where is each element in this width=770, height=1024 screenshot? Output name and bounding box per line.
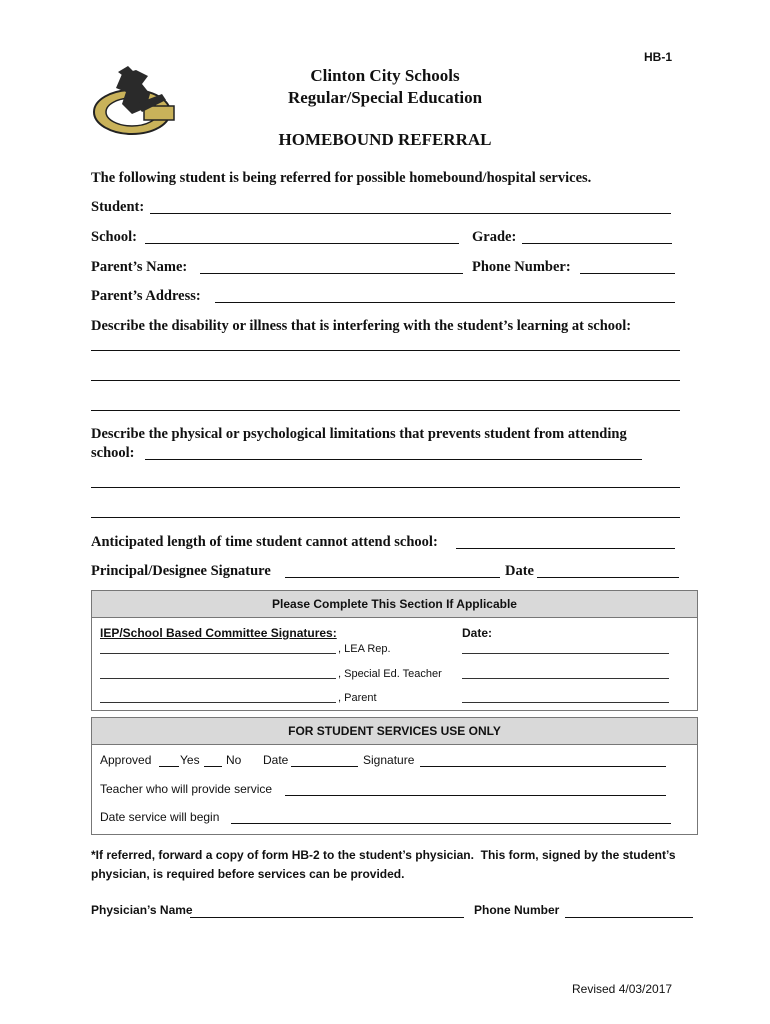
principal-date-label: Date	[505, 563, 534, 579]
anticipated-field[interactable]	[456, 548, 675, 549]
student-label: Student:	[91, 199, 145, 215]
lea-rep-sig-field[interactable]	[100, 653, 336, 654]
parent-sig-label: , Parent	[338, 692, 377, 704]
school-field[interactable]	[145, 243, 459, 244]
limitations-label-1: Describe the physical or psychological limitations that prevents student from attending	[91, 426, 627, 442]
services-date-field[interactable]	[291, 766, 358, 767]
grade-label: Grade:	[472, 229, 517, 245]
iep-date-label: Date:	[462, 626, 493, 640]
org-line-2: Regular/Special Education	[287, 88, 483, 107]
limitations-line-1[interactable]	[145, 459, 642, 460]
applicable-heading: Please Complete This Section If Applicable	[92, 591, 697, 618]
services-signature-label: Signature	[363, 753, 415, 767]
physician-name-label: Physician’s Name	[91, 903, 193, 917]
disability-label: Describe the disability or illness that is interfering with the student’s learning at school:	[91, 318, 632, 334]
services-date-label: Date	[263, 753, 289, 767]
approved-label: Approved	[100, 753, 152, 767]
parent-sig-field[interactable]	[100, 702, 336, 703]
student-services-section	[91, 717, 698, 835]
disability-line-3[interactable]	[91, 410, 680, 411]
teacher-field[interactable]	[285, 795, 666, 796]
disability-line-1[interactable]	[91, 350, 680, 351]
student-services-heading: FOR STUDENT SERVICES USE ONLY	[92, 718, 697, 745]
sped-teacher-sig-field[interactable]	[100, 678, 336, 679]
parent-name-field[interactable]	[200, 273, 463, 274]
parent-name-label: Parent’s Name:	[91, 259, 188, 275]
principal-sig-label: Principal/Designee Signature	[91, 563, 271, 579]
limitations-line-3[interactable]	[91, 517, 680, 518]
parent-address-label: Parent’s Address:	[91, 288, 201, 304]
revised-date: Revised 4/03/2017	[572, 982, 673, 996]
sped-teacher-label: , Special Ed. Teacher	[338, 668, 442, 680]
grade-field[interactable]	[522, 243, 672, 244]
principal-date-field[interactable]	[537, 577, 679, 578]
teacher-label: Teacher who will provide service	[100, 782, 273, 796]
date-begin-field[interactable]	[231, 823, 671, 824]
intro-text: The following student is being referred for possible homebound/hospital services.	[91, 170, 592, 186]
parent-date-field[interactable]	[462, 702, 669, 703]
physician-phone-field[interactable]	[565, 917, 693, 918]
iep-label: IEP/School Based Committee Signatures:	[100, 626, 337, 640]
form-title: HOMEBOUND REFERRAL	[278, 130, 492, 149]
approved-no-field[interactable]	[204, 766, 222, 767]
anticipated-label: Anticipated length of time student cannot attend school:	[91, 534, 438, 550]
phone-label: Phone Number:	[472, 259, 571, 275]
student-field[interactable]	[150, 213, 671, 214]
lea-rep-date-field[interactable]	[462, 653, 669, 654]
school-label: School:	[91, 229, 137, 245]
services-signature-field[interactable]	[420, 766, 666, 767]
date-begin-label: Date service will begin	[100, 810, 220, 824]
physician-name-field[interactable]	[190, 917, 464, 918]
form-id: HB-1	[644, 50, 673, 64]
phone-field[interactable]	[580, 273, 675, 274]
limitations-line-2[interactable]	[91, 487, 680, 488]
lea-rep-label: , LEA Rep.	[338, 643, 391, 655]
principal-sig-field[interactable]	[285, 577, 500, 578]
physician-phone-label: Phone Number	[474, 903, 560, 917]
sped-teacher-date-field[interactable]	[462, 678, 669, 679]
no-label: No	[226, 753, 242, 767]
org-line-1: Clinton City Schools	[310, 66, 460, 85]
footnote-line-2: physician, is required before services can be provided.	[91, 867, 405, 881]
footnote-line-1: *If referred, forward a copy of form HB-2 to the student’s physician. This form, signed by the student’s	[91, 848, 676, 862]
limitations-label-2: school:	[91, 445, 135, 461]
approved-yes-field[interactable]	[159, 766, 179, 767]
applicable-section	[91, 590, 698, 711]
yes-label: Yes	[180, 753, 200, 767]
parent-address-field[interactable]	[215, 302, 675, 303]
disability-line-2[interactable]	[91, 380, 680, 381]
